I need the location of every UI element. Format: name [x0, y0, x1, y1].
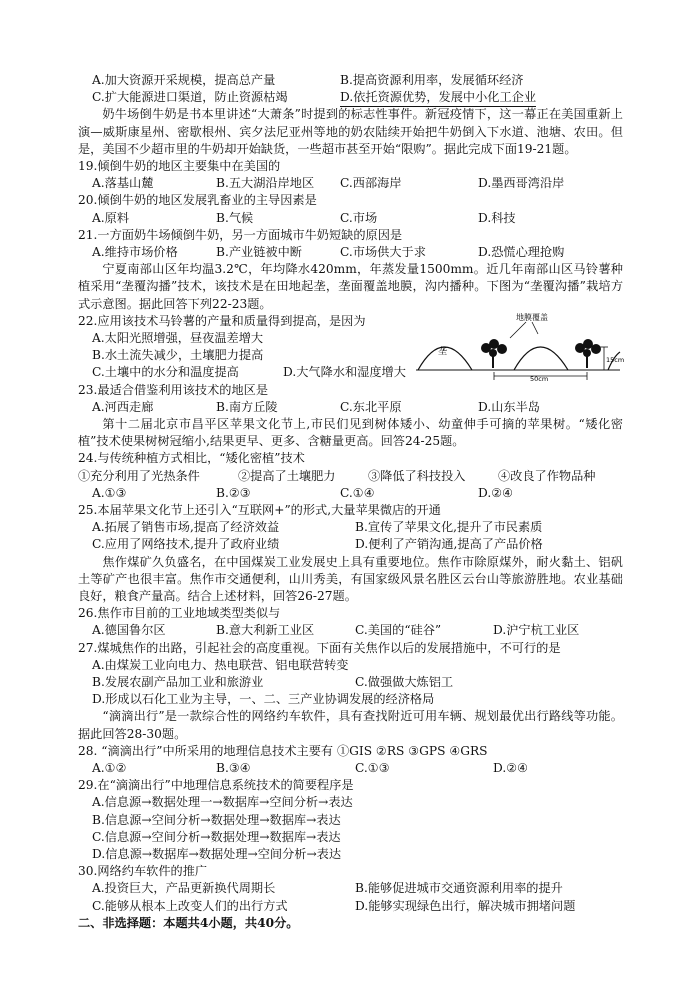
q18-option-c: C.扩大能源进口渠道，防止资源枯竭 — [92, 90, 288, 105]
q27-options-bc — [78, 674, 623, 691]
q24-statements — [78, 468, 623, 485]
q23-stem: 23.最适合借鉴利用该技术的地区是 — [78, 382, 269, 397]
q28-option-a: A.①② — [92, 760, 127, 775]
q30-option-c: C.能够从根本上改变人们的出行方式 — [92, 898, 288, 913]
q18-options-row1 — [78, 72, 623, 89]
q23-option-c: C.东北平原 — [340, 399, 402, 414]
ridge-label: 垄 — [438, 347, 448, 357]
passage-apple: 第十二届北京市昌平区苹果文化节上,市民们见到树体矮小、幼童伸手可摘的苹果树。“矮化密植”技术使果树树冠缩小,结果更早、更多、含糖量更高。回答24-25题。 — [78, 416, 623, 449]
q30-option-d: D.能够实现绿色出行，解决城市拥堵问题 — [355, 898, 576, 913]
q23-option-d: D.山东半岛 — [478, 399, 540, 414]
q24-option-d: D.②④ — [478, 485, 514, 500]
q25-stem: 25.本届苹果文化节上还引入“互联网+”的形式,大量苹果微店的开通 — [78, 502, 441, 517]
q27-option-d: D.形成以石化工业为主导，一、二、三产业协调发展的经济格局 — [92, 692, 435, 707]
q24-statement-1: ①充分利用了光热条件 — [78, 468, 200, 483]
section-2-heading: 二、非选择题：本题共4小题，共40分。 — [78, 915, 299, 930]
q21-option-b: B.产业链被中断 — [216, 244, 302, 259]
q20-option-b: B.气候 — [216, 210, 254, 225]
passage-didi: “滴滴出行”是一款综合性的网络约车软件，具有查找附近可用车辆、规划最优出行路线等功能。据此回答28-30题。 — [78, 709, 623, 741]
q25-options-cd — [78, 536, 623, 553]
q24-statement-4: ④改良了作物品种 — [498, 468, 596, 483]
passage-jiaozuo: 焦作煤矿久负盛名，在中国煤炭工业发展史上具有重要地位。焦作市除原煤外，耐火黏土、铝矾土等矿产也很丰富。焦作市交通便利，山川秀美，有国家级风景名胜区云台山等旅游胜地。农业基础良好，粮食产量高。结合上述材料，回答26-27题。 — [78, 554, 623, 603]
q27-option-b: B.发展农副产品加工业和旅游业 — [92, 674, 264, 689]
q23-option-a: A.河西走廊 — [92, 399, 154, 414]
q24-option-b: B.②③ — [216, 485, 251, 500]
q20-options — [78, 210, 623, 227]
q20-option-a: A.原料 — [92, 210, 130, 225]
height-label: 15cm — [606, 356, 625, 364]
exam-page — [78, 72, 623, 932]
q30-stem: 30.网络约车软件的推广 — [78, 864, 208, 879]
q29-option-b: B.信息源→空间分析→数据处理→数据库→表达 — [92, 812, 341, 827]
q23-option-b: B.南方丘陵 — [216, 399, 278, 414]
q25-option-c: C.应用了网络技术,提升了政府业绩 — [92, 537, 280, 552]
q27-stem: 27.煤城焦作的出路，引起社会的高度重视。下面有关焦作以后的发展措施中，不可行的是 — [78, 640, 561, 655]
q19-option-a: A.落基山麓 — [92, 176, 154, 191]
q21-option-d: D.恐慌心理抢购 — [478, 244, 565, 259]
q24-stem: 24.与传统种植方式相比，“矮化密植”技术 — [78, 451, 305, 466]
q26-stem: 26.焦作市目前的工业地域类型类似与 — [78, 606, 281, 621]
q21-options — [78, 244, 623, 261]
q22-stem: 22.应用该技术马铃薯的产量和质量得到提高，是因为 — [78, 313, 366, 328]
q24-option-c: C.①④ — [340, 485, 375, 500]
q29-option-a: A.信息源→数据处理一→数据库→空间分析→表达 — [92, 795, 353, 810]
q25-options-ab — [78, 519, 623, 536]
passage-ningxia: 宁夏南部山区年均温3.2℃，年均降水420mm，年蒸发量1500mm。近几年南部山区马铃薯种植采用“垄覆沟播”技术，该技术是在田地起垄，垄面覆盖地膜，沟内播种。下图为“垄覆沟播”栽培方式示意图。据此回答下列22-23题。 — [78, 262, 623, 311]
q28-options — [78, 760, 623, 777]
q30-option-a: A.投资巨大，产品更新换代周期长 — [92, 881, 276, 896]
ridge-2 — [514, 347, 568, 370]
q29-stem: 29.在“滴滴出行”中地理信息系统技术的简要程序是 — [78, 778, 354, 793]
passage-milk: 奶牛场倒牛奶是书本里讲述“大萧条”时提到的标志性事件。新冠疫情下，这一幕正在美国重新上演—威斯康星州、密歇根州、宾夕法尼亚州等地的奶农陆续开始把牛奶倒入下水道、池塘、农田。但是，美国不少超市里的牛奶却开始缺货，一些超市甚至开始“限购”。据此完成下面19-21题。 — [78, 107, 623, 156]
q20-option-c: C.市场 — [340, 210, 378, 225]
q20-option-d: D.科技 — [478, 210, 516, 225]
q25-option-a: A.拓展了销售市场,提高了经济效益 — [92, 520, 280, 535]
q21-stem: 21.一方面奶牛场倾倒牛奶，另一方面城市牛奶短缺的原因是 — [78, 227, 403, 242]
q19-stem: 19.倾倒牛奶的地区主要集中在美国的 — [78, 158, 281, 173]
width-label: 50cm — [530, 375, 549, 382]
q30-options-ab — [78, 880, 623, 897]
q25-option-b: B.宣传了苹果文化,提升了市民素质 — [355, 520, 543, 535]
q29-option-d: D.信息源→数据库→数据处理→空间分析→表达 — [92, 846, 342, 861]
q19-options — [78, 175, 623, 192]
potato-plant-2 — [575, 339, 601, 368]
potato-plant-1 — [481, 339, 507, 368]
q26-option-c: C.美国的“硅谷” — [355, 623, 442, 638]
q21-option-a: A.维持市场价格 — [92, 244, 178, 259]
q29-option-c: C.信息源→空间分析→数据处理→数据库→表达 — [92, 829, 341, 844]
q24-statement-2: ②提高了土壤肥力 — [238, 468, 336, 483]
q26-option-b: B.意大利新工业区 — [216, 623, 315, 638]
q18-options-row2 — [78, 89, 623, 106]
film-label: 地膜覆盖 — [516, 313, 548, 322]
q24-option-a: A.①③ — [92, 485, 127, 500]
q26-option-a: A.德国鲁尔区 — [92, 623, 166, 638]
q28-stem: 28. “滴滴出行”中所采用的地理信息技术主要有 ①GIS ②RS ③GPS ④GRS — [78, 743, 488, 758]
q22-option-b: B.水土流失减少，土壤肥力提高 — [92, 348, 264, 363]
q27-option-c: C.做强做大炼铝工 — [355, 674, 454, 689]
q30-option-b: B.能够促进城市交通资源利用率的提升 — [355, 881, 563, 896]
ridge-furrow-diagram — [414, 312, 626, 382]
q26-options — [78, 622, 623, 639]
q22-option-a: A.太阳光照增强，昼夜温差增大 — [92, 330, 264, 345]
q22-option-c: C.土壤中的水分和温度提高 — [92, 365, 239, 380]
q22-option-d: D.大气降水和湿度增大 — [283, 365, 406, 380]
q21-option-c: C.市场供大于求 — [340, 244, 426, 259]
q23-options — [78, 399, 623, 416]
q25-option-d: D.便利了产销沟通,提高了产品价格 — [355, 537, 543, 552]
q27-option-a: A.由煤炭工业向电力、热电联营、铝电联营转变 — [92, 657, 349, 672]
q24-options — [78, 485, 623, 502]
q18-option-a: A.加大资源开采规模，提高总产量 — [92, 73, 276, 87]
q28-option-b: B.③④ — [216, 760, 251, 775]
q18-option-d: D.依托资源优势，发展中小化工企业 — [340, 89, 536, 107]
q30-options-cd — [78, 898, 623, 915]
q19-option-d: D.墨西哥湾沿岸 — [478, 176, 565, 191]
q28-option-c: C.①③ — [355, 760, 390, 775]
q19-option-b: B.五大湖沿岸地区 — [216, 176, 315, 191]
q20-stem: 20.倾倒牛奶的地区发展乳畜业的主导因素是 — [78, 193, 317, 208]
q26-option-d: D.沪宁杭工业区 — [493, 623, 580, 638]
q28-option-d: D.②④ — [493, 760, 529, 775]
q24-statement-3: ③降低了科技投入 — [368, 468, 466, 483]
q19-option-c: C.西部海岸 — [340, 176, 402, 191]
q18-option-b: B.提高资源利用率，发展循环经济 — [340, 73, 524, 87]
